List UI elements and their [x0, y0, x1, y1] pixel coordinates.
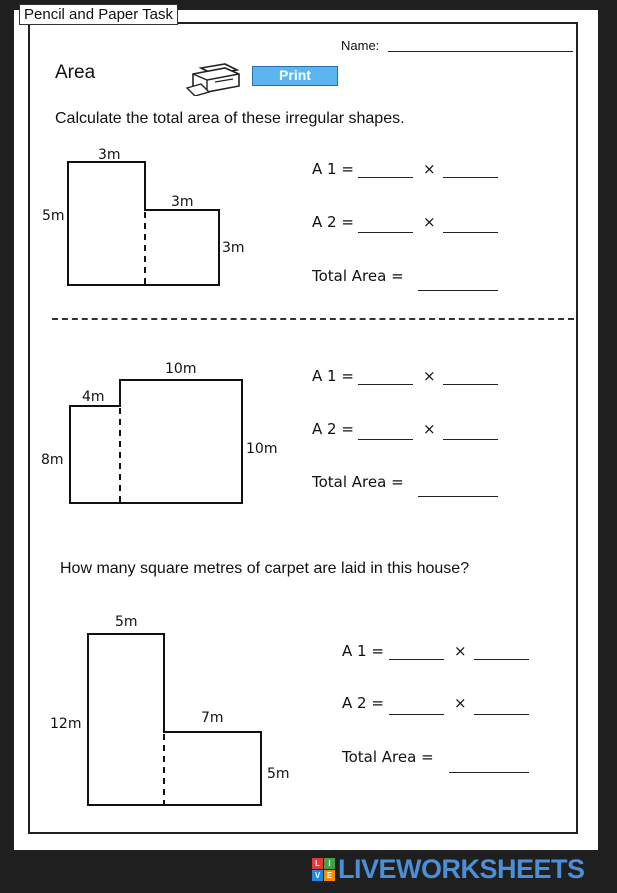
- shape-1-a2-times: ×: [423, 213, 436, 231]
- page-title: Area: [55, 62, 96, 83]
- shape-3-a1-times: ×: [454, 642, 467, 660]
- shape-1-right-label: 3m: [222, 240, 245, 256]
- logo-letter: L: [312, 858, 323, 869]
- instruction-text: Calculate the total area of these irregular shapes.: [55, 110, 405, 127]
- shape-1-left-label: 5m: [42, 208, 65, 224]
- shape-3-a2-times: ×: [454, 694, 467, 712]
- shape-3-step-label: 7m: [201, 710, 224, 726]
- shape-3-a1-input-1[interactable]: [389, 659, 444, 660]
- shape-3-a2-input-2[interactable]: [474, 714, 529, 715]
- liveworksheets-logo[interactable]: [312, 854, 585, 884]
- shape-2-top-label: 10m: [165, 361, 197, 377]
- shape-1-top-label: 3m: [98, 147, 121, 163]
- name-input-line[interactable]: [388, 51, 573, 52]
- logo-mark-icon: [312, 858, 335, 881]
- shape-2-a1-input-1[interactable]: [358, 384, 413, 385]
- shape-1-a2-input-2[interactable]: [443, 232, 498, 233]
- shape-2-a1-input-2[interactable]: [443, 384, 498, 385]
- logo-letter: V: [312, 870, 323, 881]
- shape-3-top-label: 5m: [115, 614, 138, 630]
- name-label: Name:: [341, 38, 380, 53]
- shape-3-total-input[interactable]: [449, 772, 529, 773]
- shape-1-a2-label: A 2 =: [312, 213, 354, 231]
- shape-1-step-label: 3m: [171, 194, 194, 210]
- shape-1-total-label: Total Area =: [312, 267, 404, 285]
- shape-3-a1-input-2[interactable]: [474, 659, 529, 660]
- question-text: How many square metres of carpet are laid in this house?: [60, 560, 470, 577]
- shape-3: [48, 608, 298, 808]
- shape-3-a2-input-1[interactable]: [389, 714, 444, 715]
- shape-1-a2-input-1[interactable]: [358, 232, 413, 233]
- shape-2: [38, 356, 288, 511]
- shape-1-a1-label: A 1 =: [312, 160, 354, 178]
- logo-letter: I: [324, 858, 335, 869]
- task-label: Pencil and Paper Task: [19, 4, 178, 25]
- shape-2-right-label: 10m: [246, 441, 278, 457]
- shape-2-a2-input-2[interactable]: [443, 439, 498, 440]
- logo-text: LIVEWORKSHEETS: [338, 853, 585, 884]
- shape-3-total-label: Total Area =: [342, 748, 434, 766]
- shape-3-a2-label: A 2 =: [342, 694, 384, 712]
- shape-2-a1-times: ×: [423, 367, 436, 385]
- shape-1-a1-input-2[interactable]: [443, 177, 498, 178]
- shape-1-a1-times: ×: [423, 160, 436, 178]
- printer-icon[interactable]: [185, 60, 243, 96]
- logo-letter: E: [324, 870, 335, 881]
- shape-2-a1-label: A 1 =: [312, 367, 354, 385]
- shape-2-left-label: 8m: [41, 452, 64, 468]
- shape-1-a1-input-1[interactable]: [358, 177, 413, 178]
- shape-1: [38, 140, 258, 290]
- shape-2-total-label: Total Area =: [312, 473, 404, 491]
- shape-2-a2-label: A 2 =: [312, 420, 354, 438]
- shape-1-total-input[interactable]: [418, 290, 498, 291]
- shape-3-a1-label: A 1 =: [342, 642, 384, 660]
- shape-2-step-label: 4m: [82, 389, 105, 405]
- section-divider: [52, 318, 574, 320]
- shape-3-left-label: 12m: [50, 716, 82, 732]
- print-button[interactable]: Print: [252, 66, 338, 86]
- shape-2-a2-input-1[interactable]: [358, 439, 413, 440]
- shape-3-right-label: 5m: [267, 766, 290, 782]
- shape-2-a2-times: ×: [423, 420, 436, 438]
- shape-2-total-input[interactable]: [418, 496, 498, 497]
